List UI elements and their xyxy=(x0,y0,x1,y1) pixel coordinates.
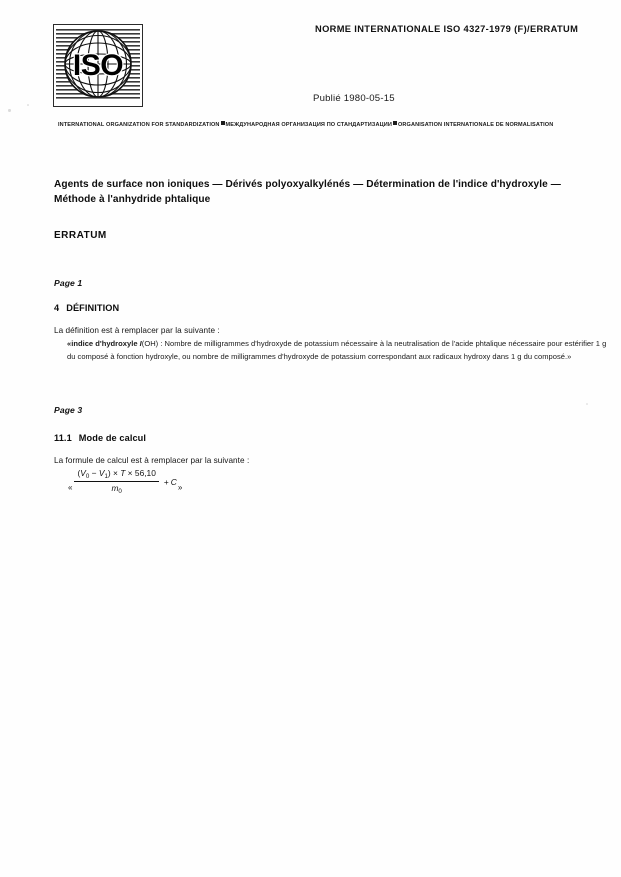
formula-numerator xyxy=(74,468,158,481)
formula-times-1: × xyxy=(110,468,121,478)
formula-m-subscript: 0 xyxy=(118,488,122,495)
iso-logo-text: ISO xyxy=(72,49,124,82)
page-marker-1: Page 1 xyxy=(54,278,83,288)
definition-quote-body: (OH) : Nombre de milligrammes d'hydroxyde de potassium nécessaire à la neutralisation de l'acide phtalique nécessaire pour estérifier 1 g du composé à fonction hydroxyle, ou nombre de milligrammes d'hydroxyde de potassium correspondant aux radicaux hydroxy dans 1 g du composé.» xyxy=(67,339,607,361)
formula-minus: − xyxy=(89,468,99,478)
page-title: Agents de surface non ioniques — Dérivés polyoxyalkylénés — Détermination de l'indice d'hydroxyle — Méthode à l'anhydride phtalique xyxy=(54,179,561,205)
formula-v1-subscript: 1 xyxy=(104,473,108,480)
clause-4-intro: La définition est à remplacer par la suivante : xyxy=(54,326,220,335)
formula-open-quote: « xyxy=(68,483,73,492)
organization-name-ru: МЕЖДУНАРОДНАЯ ОРГАНИЗАЦИЯ ПО СТАНДАРТИЗАЦИИ xyxy=(225,122,392,128)
organization-name-fr: ORGANISATION INTERNATIONALE DE NORMALISATION xyxy=(397,122,554,128)
clause-heading-4 xyxy=(54,303,119,313)
formula-v0-subscript: 0 xyxy=(85,473,90,480)
scan-speck xyxy=(586,403,588,405)
clause-number-4: 4 xyxy=(54,303,60,313)
scan-speck xyxy=(27,104,29,106)
organization-names xyxy=(58,121,608,128)
formula-tail xyxy=(164,477,177,487)
organization-name-en: INTERNATIONAL ORGANIZATION FOR STANDARDIZATION xyxy=(58,122,220,128)
formula-m-symbol: m xyxy=(111,483,119,493)
formula-open-paren: ( xyxy=(77,468,81,478)
formula-tail-symbol: C xyxy=(170,476,177,487)
published-date: Publié 1980-05-15 xyxy=(313,93,395,104)
document-reference: NORME INTERNATIONALE ISO 4327-1979 (F)/ERRATUM xyxy=(315,24,579,34)
separator-square-icon xyxy=(393,121,397,125)
formula-close-quote: » xyxy=(177,483,183,492)
definition-quote-prefix: «indice d'hydroxyle xyxy=(67,339,140,348)
formula-tail-operator: + xyxy=(163,476,169,487)
formula-close-paren: ) xyxy=(107,468,111,478)
calculation-formula xyxy=(68,468,182,495)
iso-globe-icon xyxy=(54,25,142,106)
clause-11-1-intro: La formule de calcul est à remplacer par la suivante : xyxy=(54,456,250,465)
iso-logo xyxy=(53,24,143,107)
clause-title-11-1: Mode de calcul xyxy=(78,433,147,443)
formula-t-symbol: T xyxy=(120,468,126,478)
definition-quote xyxy=(67,338,609,363)
page-marker-2: Page 3 xyxy=(54,405,83,415)
formula-fraction xyxy=(74,468,158,495)
clause-number-11-1: 11.1 xyxy=(54,433,72,443)
clause-title-4: DÉFINITION xyxy=(66,303,120,313)
scan-speck xyxy=(8,109,11,112)
clause-heading-11-1 xyxy=(54,433,146,443)
definition-quote-symbol: I xyxy=(139,339,142,348)
erratum-heading: ERRATUM xyxy=(54,230,107,241)
formula-v1-symbol: V xyxy=(98,468,105,478)
formula-constant: 56,10 xyxy=(134,468,156,478)
separator-square-icon xyxy=(221,121,225,125)
formula-denominator xyxy=(108,482,124,495)
formula-v0-symbol: V xyxy=(80,468,86,478)
formula-times-2: × xyxy=(125,468,135,478)
